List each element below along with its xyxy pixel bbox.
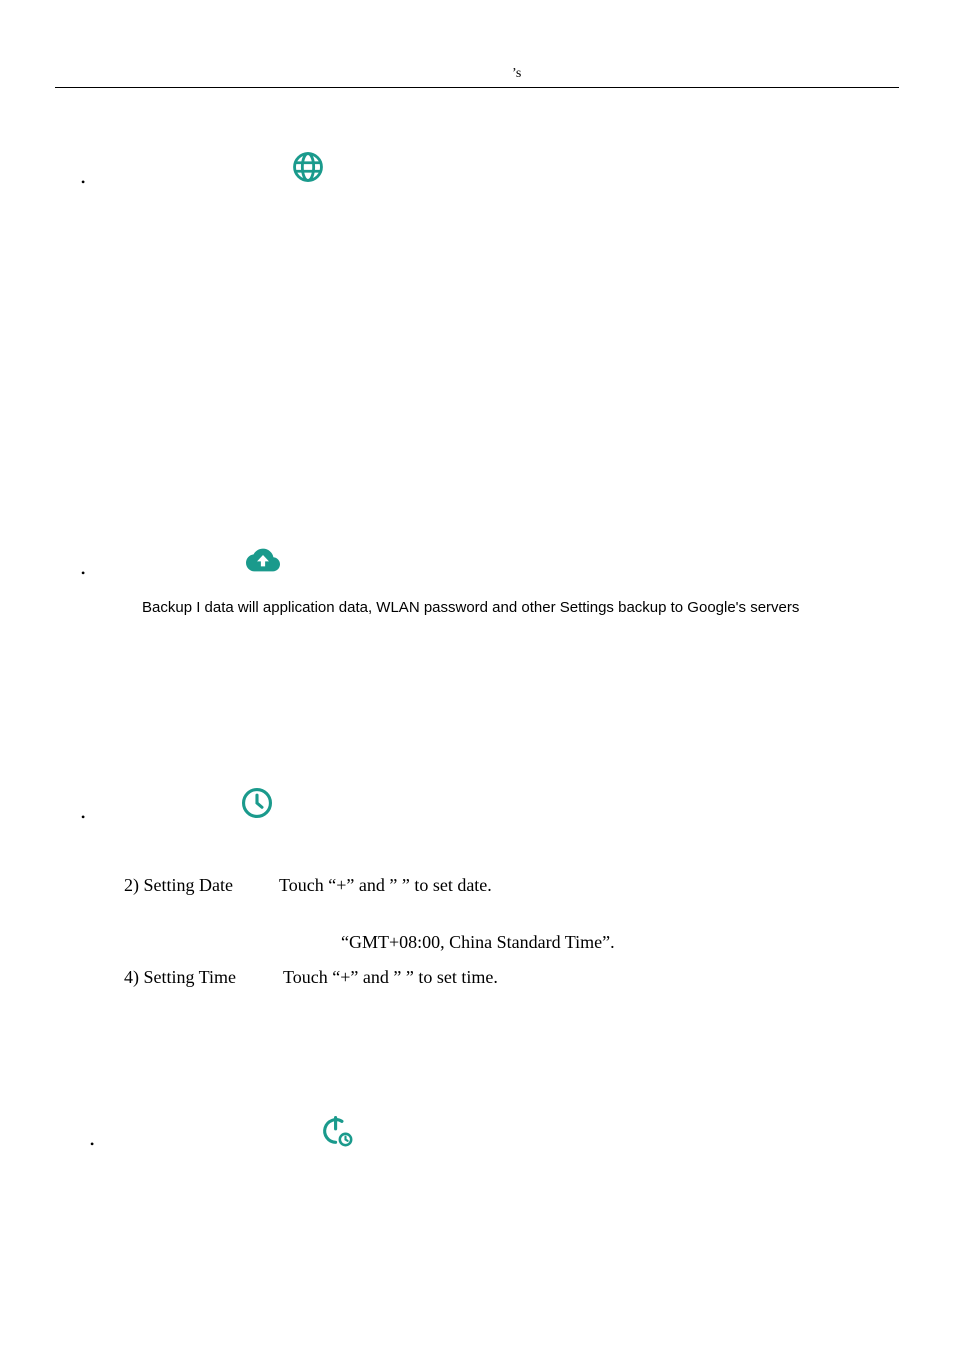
cloud-upload-icon — [246, 543, 280, 577]
header-text: ’s — [512, 66, 522, 81]
bullet-date-time: • — [81, 810, 86, 824]
backup-description: Backup I data will application data, WLAN password and other Settings backup to Google's servers — [142, 599, 800, 616]
setting-date-text: Touch “+” and ” ” to set date. — [279, 875, 492, 895]
bullet-backup: • — [81, 566, 86, 580]
bullet-language: • — [81, 175, 86, 189]
clock-icon — [240, 786, 274, 820]
header-divider — [55, 87, 899, 88]
globe-icon — [291, 150, 325, 184]
timezone-text: “GMT+08:00, China Standard Time”. — [341, 932, 615, 952]
setting-time-text: Touch “+” and ” ” to set time. — [283, 967, 498, 987]
bullet-scheduled-power: • — [90, 1137, 95, 1151]
setting-time-label: 4) Setting Time — [124, 967, 237, 987]
power-schedule-icon — [320, 1114, 354, 1148]
setting-date-label: 2) Setting Date — [124, 875, 233, 895]
